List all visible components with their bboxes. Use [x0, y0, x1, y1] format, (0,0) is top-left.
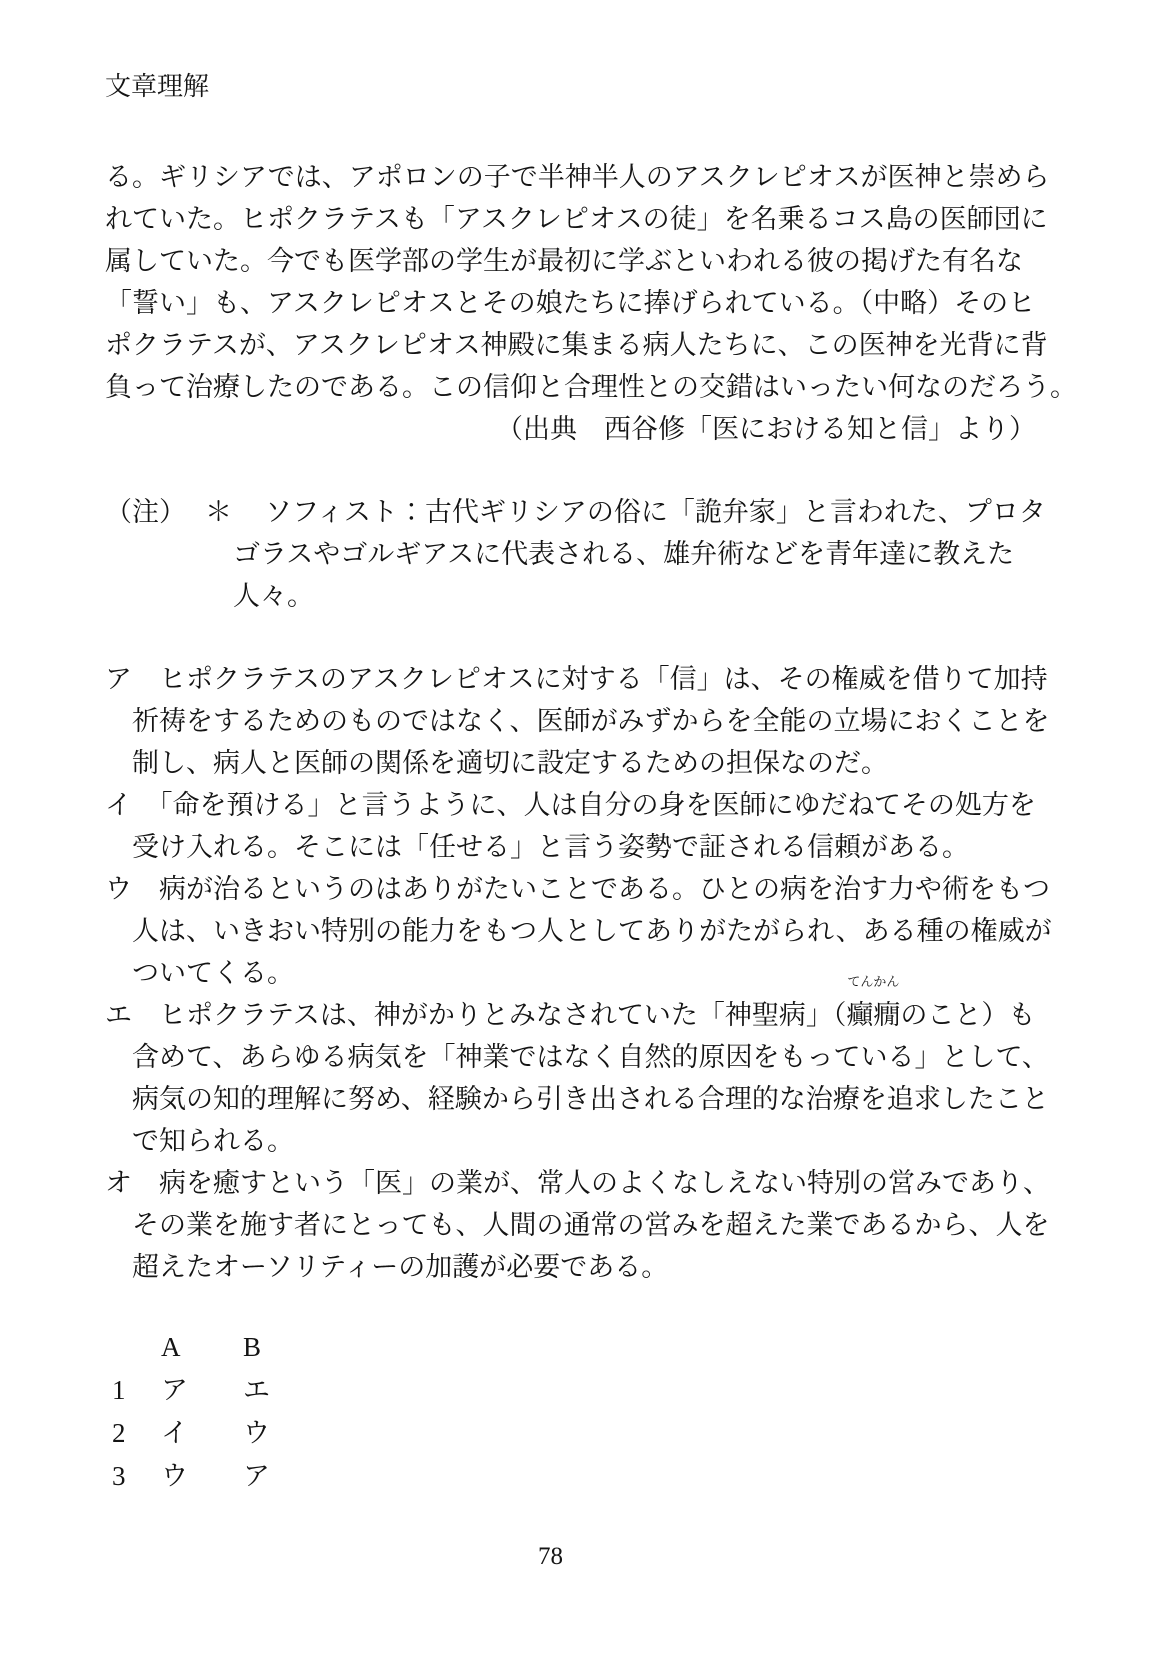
- statement-line: 人は、いきおい特別の能力をもつ人としてありがたがられ、ある種の権威が: [132, 916, 1052, 946]
- note-text: ソフィスト：古代ギリシアの俗に「詭弁家」と言われた、プロタ: [265, 497, 1046, 527]
- answer-row: [0, 1455, 500, 1498]
- answer-header-row: [0, 1326, 500, 1369]
- answer-row-number: 1: [112, 1375, 126, 1405]
- answer-cell-b: エ: [243, 1375, 270, 1405]
- statement-line: ついてくる。: [132, 958, 294, 988]
- answer-row: [0, 1412, 500, 1455]
- answer-cell-a: ウ: [161, 1461, 188, 1491]
- answer-row: [0, 1369, 500, 1412]
- passage-line: 属していた。今でも医学部の学生が最初に学ぶといわれる彼の掲げた有名な: [105, 246, 1023, 276]
- answer-header-b: B: [243, 1332, 262, 1362]
- citation-line: （出典 西谷修「医における知と信」より）: [496, 414, 1036, 444]
- statement-line: 含めて、あらゆる病気を「神業ではなく自然的原因をもっている」として、: [132, 1042, 1049, 1072]
- statement-text-post: のこと）も: [900, 1000, 1036, 1030]
- statement-line: イ 「命を預ける」と言うように、人は自分の身を医師にゆだねてその処方を: [105, 790, 1036, 820]
- passage-line: 負って治療したのである。この信仰と合理性との交錯はいったい何なのだろう。: [105, 372, 1077, 402]
- statement-line: オ 病を癒すという「医」の業が、常人のよくなしえない特別の営みであり、: [105, 1168, 1050, 1198]
- answer-cell-a: イ: [161, 1418, 188, 1448]
- statement-line: ア ヒポクラテスのアスクレピオスに対する「信」は、その権威を借りて加持: [105, 664, 1048, 694]
- statement-line: その業を施す者にとっても、人間の通常の営みを超えた業であるから、人を: [132, 1210, 1050, 1240]
- statement-line: 超えたオーソリティーの加護が必要である。: [132, 1252, 669, 1282]
- page-number: 78: [538, 1543, 563, 1570]
- statement-u: [0, 868, 1167, 994]
- answer-cell-b: ア: [243, 1461, 270, 1491]
- answer-row-number: 3: [112, 1461, 126, 1491]
- answer-table: [0, 1326, 500, 1498]
- statement-line: ウ 病が治るというのはありがたいことである。ひとの病を治す力や術をもつ: [105, 874, 1050, 904]
- statement-line: 制し、病人と医師の関係を適切に設定するための担保なのだ。: [132, 748, 888, 778]
- passage-line: れていた。ヒポクラテスも「アスクレピオスの徒」を名乗るコス島の医師団に: [105, 204, 1048, 234]
- ruby-furigana: てんかん: [847, 974, 900, 989]
- passage-line: る。ギリシアでは、アポロンの子で半神半人のアスクレピオスが医神と崇めら: [105, 162, 1050, 192]
- statement-i: [0, 784, 1167, 868]
- statement-line-with-ruby: [105, 974, 1167, 1036]
- note-line: 人々。: [233, 581, 314, 611]
- passage-line: 「誓い」も、アスクレピオスとその娘たちに捧げられている。（中略）そのヒ: [105, 288, 1036, 318]
- statements: [0, 658, 1167, 1288]
- statement-text-pre: エ ヒポクラテスは、神がかりとみなされていた「神聖病」（: [105, 1000, 847, 1030]
- statement-o: [0, 1162, 1167, 1288]
- passage-line: ポクラテスが、アスクレピオス神殿に集まる病人たちに、この医神を光背に背: [105, 330, 1048, 360]
- ruby-base: 癲癇: [846, 1000, 901, 1030]
- statement-line: で知られる。: [132, 1126, 294, 1156]
- note-line: ゴラスやゴルギアスに代表される、雄弁術などを青年達に教えた: [233, 539, 1015, 569]
- answer-header-a: A: [161, 1332, 181, 1362]
- answer-cell-a: ア: [161, 1375, 188, 1405]
- statement-line: 祈祷をするためのものではなく、医師がみずからを全能の立場におくことを: [132, 706, 1050, 736]
- statement-line: 受け入れる。そこには「任せる」と言う姿勢で証される信頼がある。: [132, 832, 969, 862]
- answer-cell-b: ウ: [243, 1418, 270, 1448]
- ruby-group: [846, 974, 901, 1036]
- note-line: [0, 491, 1167, 533]
- section-header: 文章理解: [105, 72, 210, 101]
- note: [0, 491, 1167, 617]
- answer-row-number: 2: [112, 1418, 126, 1448]
- note-label: （注）: [105, 497, 186, 527]
- passage: [105, 156, 1115, 450]
- statement-a: [0, 658, 1167, 784]
- note-asterisk: ＊: [205, 497, 232, 527]
- statement-line: 病気の知的理解に努め、経験から引き出される合理的な治療を追求したこと: [132, 1084, 1049, 1114]
- statement-e: [0, 974, 1167, 1162]
